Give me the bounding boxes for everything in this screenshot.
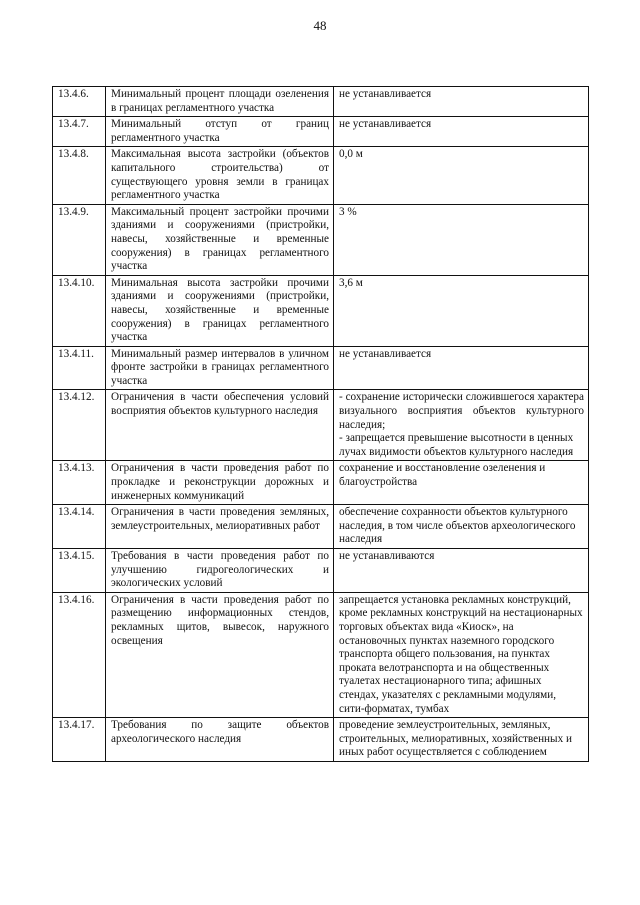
item-number: 13.4.6.	[53, 87, 106, 117]
table-row	[53, 505, 589, 549]
parameter-value	[334, 592, 589, 717]
parameter-name: Минимальный размер интервалов в уличном фронте застройки в границах регламентного участка	[106, 346, 334, 390]
item-number: 13.4.14.	[53, 505, 106, 549]
table-row	[53, 549, 589, 593]
parameter-value	[334, 346, 589, 390]
parameter-name: Минимальная высота застройки прочими зданиями и сооружениями (пристройки, навесы, хозяйственные и временные сооружения) в границах регламентного участка	[106, 275, 334, 346]
value-paragraph: 0,0 м	[339, 148, 363, 161]
table-row	[53, 275, 589, 346]
item-number: 13.4.15.	[53, 549, 106, 593]
value-paragraph: запрещается установка рекламных конструкций, кроме рекламных конструкций на нестационарных торговых объектах вида «Киоск», на остановочных пунктах наземного городского транспорта общего пользования, на пунктах проката велотранспорта и на общественных туалетах нестационарного типа; афишных стендах, указателях с рекламными модулями, сити-форматах, тумбах	[339, 593, 583, 715]
value-paragraph: проведение землеустроительных, земляных, строительных, мелиоративных, хозяйственных и иных работ осуществляется с соблюдением	[339, 719, 572, 759]
parameter-value	[334, 117, 589, 147]
value-paragraph: 3 %	[339, 205, 357, 218]
parameter-name: Ограничения в части проведения земляных, землеустроительных, мелиоративных работ	[106, 505, 334, 549]
table-row	[53, 718, 589, 762]
table-row	[53, 461, 589, 505]
parameter-name: Максимальная высота застройки (объектов капитального строительства) от существующего уровня земли в границах регламентного участка	[106, 147, 334, 204]
item-number: 13.4.11.	[53, 346, 106, 390]
parameter-value	[334, 461, 589, 505]
parameter-name: Ограничения в части обеспечения условий восприятия объектов культурного наследия	[106, 390, 334, 461]
item-number: 13.4.10.	[53, 275, 106, 346]
item-number: 13.4.12.	[53, 390, 106, 461]
parameter-value	[334, 87, 589, 117]
value-paragraph: сохранение и восстановление озеленения и благоустройства	[339, 462, 546, 489]
value-paragraph: не устанавливается	[339, 347, 432, 360]
parameter-name: Требования по защите объектов археологического наследия	[106, 718, 334, 762]
value-paragraph: не устанавливаются	[339, 550, 435, 562]
table-row	[53, 592, 589, 717]
parameter-value	[334, 390, 589, 461]
table-row	[53, 147, 589, 204]
value-paragraph: - сохранение исторически сложившегося характера визуального восприятия объектов культурного наследия;	[339, 391, 584, 431]
parameter-value	[334, 549, 589, 593]
item-number: 13.4.8.	[53, 147, 106, 204]
item-number: 13.4.9.	[53, 204, 106, 275]
value-paragraph: не устанавливается	[339, 88, 432, 100]
parameter-value	[334, 718, 589, 762]
parameter-value	[334, 204, 589, 275]
value-paragraph: 3,6 м	[339, 276, 363, 289]
table-row	[53, 390, 589, 461]
parameter-name: Требования в части проведения работ по улучшению гидрогеологических и экологических условий	[106, 549, 334, 593]
parameter-name: Максимальный процент застройки прочими зданиями и сооружениями (пристройки, навесы, хозяйственные и временные сооружения) в границах регламентного участка	[106, 204, 334, 275]
table-row	[53, 117, 589, 147]
page-number: 48	[313, 18, 327, 33]
parameter-value	[334, 147, 589, 204]
value-paragraph: обеспечение сохранности объектов культурного наследия, в том числе объектов археологического наследия	[339, 506, 576, 546]
item-number: 13.4.17.	[53, 718, 106, 762]
regulations-table-body	[53, 87, 589, 762]
value-paragraph: не устанавливается	[339, 118, 432, 131]
table-row	[53, 87, 589, 117]
table-row	[53, 204, 589, 275]
item-number: 13.4.7.	[53, 117, 106, 147]
parameter-value	[334, 275, 589, 346]
parameter-value	[334, 505, 589, 549]
item-number: 13.4.16.	[53, 592, 106, 717]
regulations-table	[52, 86, 589, 762]
parameter-name: Минимальный процент площади озеленения в границах регламентного участка	[106, 87, 334, 117]
parameter-name: Минимальный отступ от границ регламентного участка	[106, 117, 334, 147]
parameter-name: Ограничения в части проведения работ по размещению информационных стендов, рекламных щитов, вывесок, наружного освещения	[106, 592, 334, 717]
item-number: 13.4.13.	[53, 461, 106, 505]
table-row	[53, 346, 589, 390]
value-paragraph: - запрещается превышение высотности в ценных лучах видимости объектов культурного наследия	[339, 432, 574, 458]
parameter-name: Ограничения в части проведения работ по прокладке и реконструкции дорожных и инженерных коммуникаций	[106, 461, 334, 505]
